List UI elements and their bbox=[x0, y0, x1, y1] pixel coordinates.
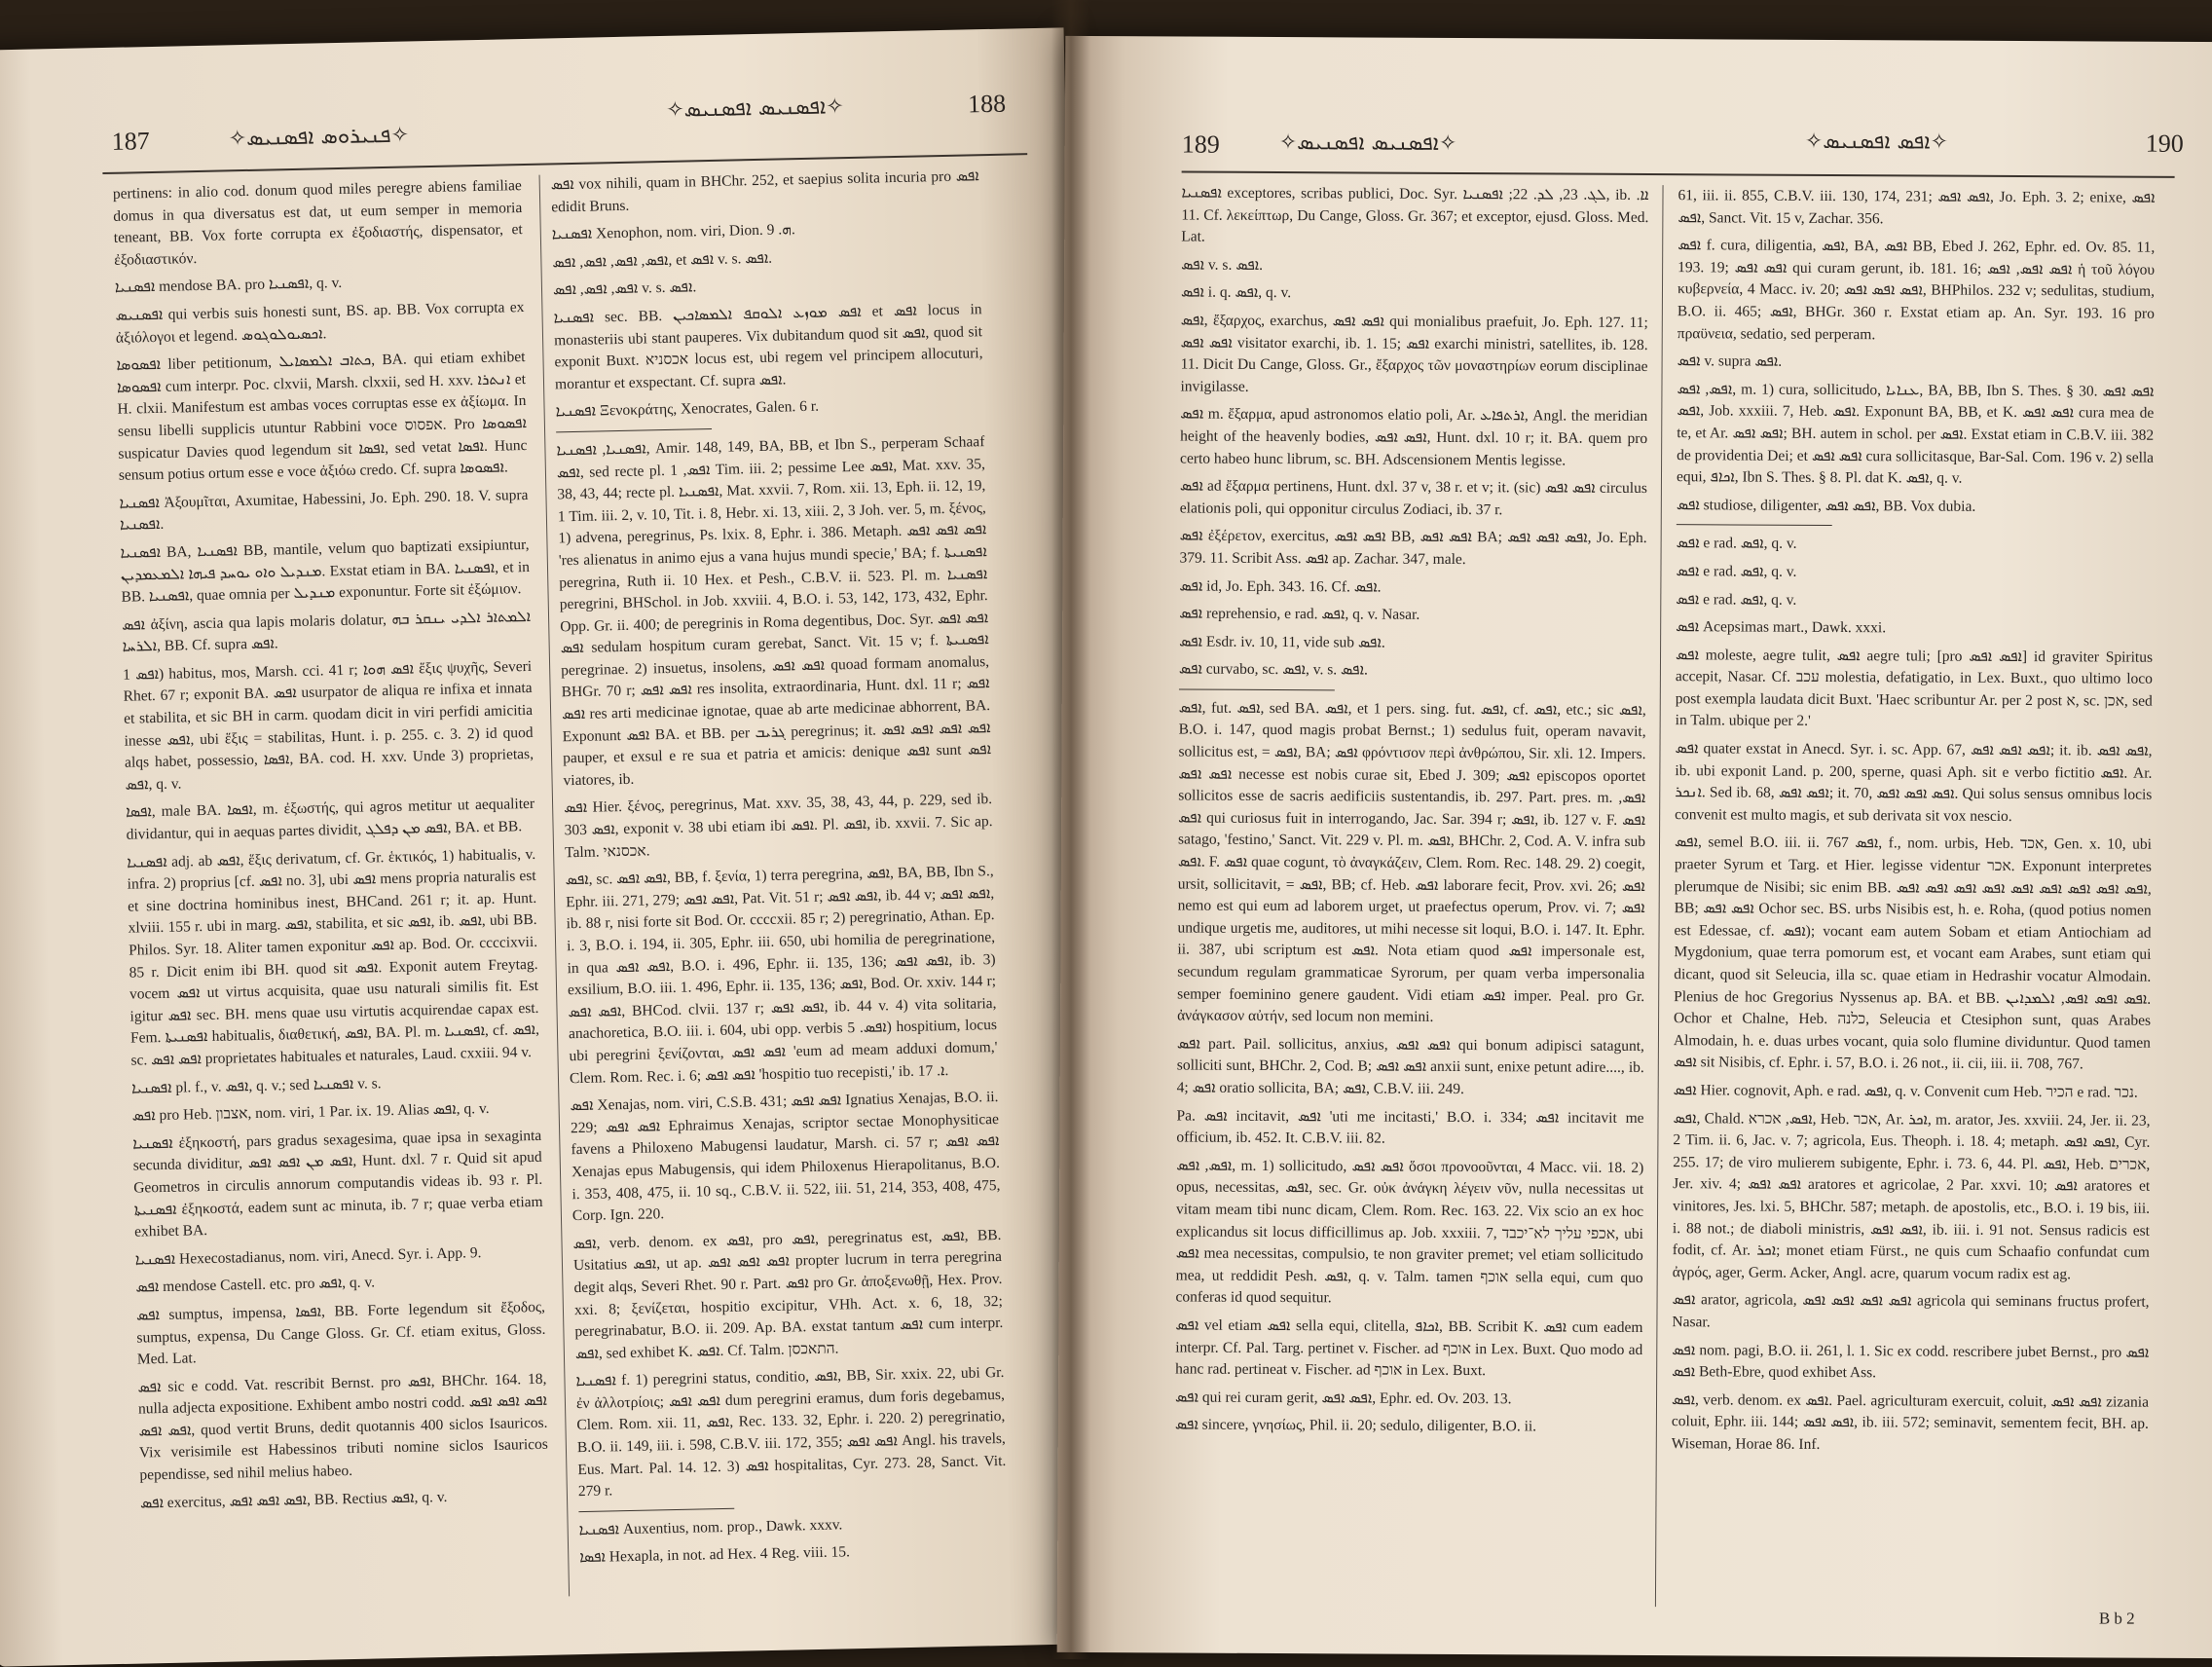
book-gutter bbox=[1051, 0, 1090, 1659]
entry: ܐܦܣܢܝܐ f. 1) peregrini status, conditio, ܐܦܣ, BB, Sir. xxix. 22, ubi Gr. ἐν ἀλλοτρίοις; ܐܦܣ ܐܦܣ dum peregrini eramus, dum foris degebamus, Clem. Rom. xii. 11, ܐܦܣ, Rec. 133. 32, Ephr. i. 220. 2) peregrinatio, B.O. ii. 149, iii. i. 598, C.B.V. iii. 172, 355; ܐܦܣ ܐܦܣ Angl. his travels, Eus. Mart. Pal. 14. 12. 3) ܐܦܣ hospitalitas, Cyr. 273. 28, Sanct. Vit. 279 r. bbox=[575, 1364, 1007, 1500]
entry: ܐܦܣ vox nihili, quam in BHChr. 252, et saepius solita incuria pro ܐܦܣ edidit Bruns. bbox=[550, 167, 979, 216]
entry: ܐܦܣ ἐξέρετον, exercitus, ܐܦܣ ܐܦܣ BB, ܐܦܣ ܐܦܣ BA; ܐܦܣ ܐܦܣ ܐܦܣ, Jo. Eph. 379. 11. Scribit Ass. ܐܦܣ ap. Zachar. 347, male. bbox=[1179, 527, 1647, 568]
entry: ܐܦܣ, verb. denom. ex ܐܦܣ, pro ܐܦܣ, peregrinatus est, ܐܦܣ, BB. Usitatius ܐܦܣ, ut ap. ܐܦܣ ܐܦܣ ܐܦܣ propter lucrum in terra peregrina degit alqs, Severi Rhet. 90 r. Part. ܐܦܣ pro Gr. ἀποξενωθῇ, Hex. Prov. xxi. 8; ξενίζεται, hospitio excipitur, VHh. Act. x. 6, 18, 32; peregrinabatur, B.O. ii. 209. Ap. BA. exstat tantum ܐܦܣ cum interpr. ܐܦܣ, sed exhibet K. ܐܦܣ. Cf. Talm. התאכסן. bbox=[572, 1226, 1004, 1362]
entry: ܐܦܣ sic e codd. Vat. rescribit Bernst. pro ܐܦܣ, BHChr. 164. 18, nulla adjecta expositione. Exhibent ambo nostri codd. ܐܦܣ ܐܦܣ ܐܦܣ ܐܦܣ ܐܦܣ, quod vertit Bruns, dedit quotannis 400 siclos Isauricos. Vix verisimile est Habessinos tributi nomine siclos Isauricos pependisse, sed nihil melius habeo. bbox=[137, 1370, 549, 1484]
entry: ܐܦܣܢܝܐ Hexecostadianus, nom. viri, Anecd. Syr. i. App. 9. bbox=[134, 1243, 482, 1269]
entry: ܐܦܣܢܝܐ mendose BA. pro ܐܦܣܢܝܐ, q. v. bbox=[114, 275, 343, 297]
entry: ܐܦܣ pro Heb. אצבון, nom. viri, 1 Par. ix. 19. Alias ܐܦܣ, q. v. bbox=[131, 1100, 490, 1125]
entry: ܐܦܣ v. supra ܐܦܣ. bbox=[1677, 352, 1783, 370]
left-column-2 bbox=[551, 166, 1010, 1606]
entry: ܐܦܣܐ Hexapla, in not. ad Hex. 4 Reg. viii. 15. bbox=[579, 1543, 851, 1567]
running-head-left-2: ✧ܐܦܣܢܝܣ ܐܦܣܢܝܣ✧ bbox=[665, 94, 844, 123]
entry: ܐܦܣ m. ἔξαρμα, apud astronomos elatio poli, Ar. ܐܪܬܦܐܥ, Angl. the meridian height of the heavenly bodies, ܐܦܣ ܐܦܣ, Hunt. dxl. 10 r; it. BA. quem pro certo habeo hunc librum, sc. BH. Adscensionem Mentis legisse. bbox=[1180, 405, 1648, 469]
signature-mark: B b 2 bbox=[2098, 1609, 2135, 1628]
entry: ܐܦܣ, ܐܦܣ, m. 1) cura, sollicitudo, ܥܢܐܝܐ, BA, BB, Ibn S. Thes. § 30. ܐܦܣ ܐܦܣ ܐܦܣ, Job. xxxiii. 7, Heb. ܐܦܣ. Exponunt BA, BB, et K. ܐܦܣ ܐܦܣ cura mea de te, et Ar. ܐܦܣ ܐܦܣ; BH. autem in schol. per ܐܦܣ. Exstat etiam in C.B.V. iii. 382 de providentia Dei; et ܐܦܣ ܐܦܣ cura sollicitasque, Bar-Sal. Com. 196 v. 2) sella equi, ܐܟܐܦ, Ibn S. Thes. § 8. Pl. dat K. ܐܦܣ, q. v. bbox=[1676, 380, 2155, 487]
entry: ܐܦܣ quater exstat in Anecd. Syr. i. sc. App. 67, ܐܦܣ ܐܦܣ ܐܦܣ; it. ib. ܐܦܣ ܐܦܣ, ib. ubi exponit Land. p. 200, sperne, quasi Aph. sit e verbo fictitio ܐܦܣ. Ar. ܐܢܟܪ. Sed ib. 68, ܐܦܣ ܐܦܣ; it. 70, ܐܦܣ ܐܦܣ ܐܦܣ. Qui solus sensus omnibus locis convenit est multo magis, et sub derivata sit vox nescio. bbox=[1675, 740, 2153, 825]
entry: ܐܦܣ Xenajas, nom. viri, C.S.B. 431; ܐܦܣ ܐܦܣ Ignatius Xenajas, B.O. ii. 229; ܐܦܣ ܐܦܣ Ephraimus Xenajas, scriptor sectae Monophysiticae favens a Philoxeno Mabugensi laudatur, Marsh. ci. 57 r; ܐܦܣ ܐܦܣ Xenajas epus Mabugensis, qui idem Philoxenus Hierapolitanus, B.O. i. 353, 408, 475, ii. 10 sq., C.B.V. ii. 522, iii. 51, 214, 353, 408, 475, Corp. Ign. 220. bbox=[570, 1089, 1001, 1225]
entry: ܐܦܣܢܝܐ BA, ܐܦܣܢܝܐ BB, mantile, velum quo baptizati exsipiuntur, ܡܢܕܝܠ ܘܐܘ ܝܘܚܕ ܦܝܗܐ ܐܠܡܥܡܕܝܢ. Exstat etiam in BA. ܐܦܣܢܝܐ, et in BB. ܐܦܣܢܝܐ, quae omnia per ܡܢܕܝܠ exponuntur. Forte sit ἐξώμιον. bbox=[120, 536, 531, 606]
entry: ܐܦܣ vel etiam ܐܦܣ sella equi, clitella, ܐܟܐܦ, BB. Scribit K. ܐܦܣ cum eadem interpr. Cf. Pal. Targ. pertinet v. Fischer. ad אוכף in Lex. Buxt. Quo modo ad hanc rad. pertineat v. Fischer. ad אוכף in Lex. Buxt. bbox=[1175, 1316, 1643, 1380]
entry: ܐܦܣ Hier. ξένος, peregrinus, Mat. xxv. 35, 38, 43, 44, p. 229, sed ib. 303 ܐܦܣ, exponit v. 38 ubi etiam ibi ܐܦܣ. Pl. ܐܦܣ, ib. xxvii. 7. Sic ap. Talm. אכסנאי. bbox=[563, 791, 993, 861]
entry: ܐܦܣܢܝܐ exceptores, scribas publici, Doc. Syr. ܠܓ. 23, ܠܕ. 22; ܐܦܣܢܝܐ, ib. ܐܐ. 11. Cf. λεκείπτωρ, Du Cange, Gloss. Gr. 367; et exceptor, ejusd. Gloss. Med. Lat. bbox=[1181, 184, 1649, 245]
section-rule bbox=[556, 428, 712, 432]
entry: ܐܦܣ v. s. ܐܦܣ. bbox=[1181, 256, 1264, 274]
page-number-189: 189 bbox=[1181, 130, 1220, 159]
entry: ܐܦܣ mendose Castell. etc. pro ܐܦܣ, q. v. bbox=[135, 1274, 376, 1296]
right-page bbox=[1057, 36, 2212, 1658]
running-head-left-1: ✧ܦܢܝܪܘܣ ܐܦܣܢܝܣ✧ bbox=[228, 123, 410, 152]
entry: 61, iii. ii. 855, C.B.V. iii. 130, 174, 231; ܐܦܣ ܐܦܣ, Jo. Eph. 3. 2; enixe, ܐܦܣ ܐܦܣ, Sanct. Vit. 15 v, Zachar. 356. bbox=[1677, 187, 2156, 227]
entry: ܐܦܣ part. Pail. sollicitus, anxius, ܐܦܣ ܐܦܣ qui bonum adipisci satagunt, solliciti sunt, BHChr. 2, Cod. B; ܐܦܣ ܐܦܣ anxii sunt, enixe petunt adire...., ib. 4; ܐܦܣ oratio sollicita, BA; ܐܦܣ, C.B.V. iii. 249. bbox=[1176, 1035, 1644, 1097]
entry: ܐܦܣ ad ἔξαρμα pertinens, Hunt. dxl. 37 v, 38 r. et v; it. (sic) ܐܦܣ ܐܦܣ circulus elationis poli, qui opponitur circulus Zodiaci, ib. 37 r. bbox=[1179, 477, 1647, 518]
entry: ܐܦܣܢܝܐ Auxentius, nom. prop., Dawk. xxxv. bbox=[578, 1516, 843, 1538]
entry: ܐܦܣ e rad. ܐܦܣ, q. v. bbox=[1676, 590, 1797, 609]
page-number-190: 190 bbox=[2145, 129, 2184, 158]
entry: ܐܦܣ arator, agricola, ܐܦܣ ܐܦܣ ܐܦܣ ܐܦܣ agricola qui seminans fructus profert, Nasar. bbox=[1672, 1291, 2150, 1331]
entry: ܐܦܣ curvabo, sc. ܐܦܣ, v. s. ܐܦܣ. bbox=[1178, 660, 1368, 679]
entry: ܐܦܣܐ, male BA. ܐܦܣܐ, m. ἐξωστής, qui agros metitur ut aequaliter dividantur, qui in aequas partes dividit, ܐܦܣ ܡܢ ܕܦܠܓ, BA. et BB. bbox=[125, 796, 535, 843]
entry: ܐܦܣܢܝܐ Ξενοκράτης, Xenocrates, Galen. 6 r. bbox=[555, 398, 820, 421]
entry: ܐܦܣ ἀξίνη, ascia qua lapis molaris dolatur, ܐܠܡܬܐܪ ܐܠܕܝ ܝܢܩܪ ܒܗ ܐܠܪܚܐ, BB. Cf. supra ܐܦܣ. bbox=[121, 608, 532, 656]
entry: ܐܦܣܢܝܐ, ܐܦܣܢܝܐ, Amir. 148, 149, BA, BB, et Ibn S., perperam Schaaf ܐܦܣ, sed recte pl. ܐܦܣ, 1 Tim. iii. 2; pessime Lee ܐܦܣ, Mat. xxv. 35, 38, 43, 44; recte pl. ܐܦܣܢܝܐ, Mat. xxvii. 7, Rom. xii. 13, Eph. ii. 12, 19, 1 Tim. iii. 2, v. 10, Tit. i. 8, Hebr. xi. 13, xiii. 2, 3 Joh. ver. 5, m. ξένος, 1) advena, peregrinus, Ps. lxix. 8, Ephr. i. 386. Metaph. ܐܦܣ ܐܦܣ ܐܦܣ 'res alienatus in animo ejus a vana hujus mundi specie,' BA; f. ܐܦܣܢܝܬܐ peregrina, Ruth ii. 10 Hex. et Pesh., C.B.V. ii. 523. Pl. m. ܐܦܣܢܝܐ peregrini, BHSchol. in Job. xxviii. 4, B.O. i. 53, 142, 173, 432, Ephr. Opp. Gr. ii. 400; de peregrinis in Roma degentibus, Doc. Syr. ܐܦܣ ܐܦܣ ܐܦܣ sedulam hospitum curam gerebat, Sanct. Vit. 15 v; f. ܐܦܣܢܝܬܐ peregrinae. 2) insuetus, insolens, ܐܦܣ ܐܦܣ quoad formam anomalus, BHGr. 70 r; ܐܦܣ ܐܦܣ res insolita, extraordinaria, Hunt. dxl. 11 r; ܐܦܣ ܐܦܣ res arti medicinae ignotae, quae ab arte medicinae abhorrent, BA. Exponunt ܐܦܣ BA. et BB. per ܓܪܝܒ peregrinus; it. ܐܦܣ ܐܦܣ ܐܦܣ ܐܦܣ pauper, et exsul e re sua et patria et amicis: denique ܐܦܣ sunt ܐܦܣ viatores, ib. bbox=[556, 433, 992, 790]
entry: ܐܦܣ, fut. ܐܦܣ, sed BA. ܐܦܣ, et 1 pers. sing. fut. ܐܦܣ, cf. ܐܦܣ, etc.; sic ܐܦܣ, B.O. i. 147, quod magis probat Bernst.; 1) sedulus fuit, operam navavit, sollicitus est, = ܐܦܣ, BA; ܐܦܣ φρόντισον περὶ ἀνθρώπου, Sir. xli. 12. Impers. ܐܦܣ ܐܦܣ necesse est nobis curae sit, Ebed J. 309; ܐܦܣ episcopos oportet sollicitos esse de sacris aedificiis sustentandis, ib. 297. Part. pres. m. ܐܦܣ, ܐܦܣ qui curiosus fuit in interrogando, Jac. Sar. 394 r; ܐܦܣ, ib. 127 v. F. ܐܦܣ satago, 'festino,' Sanct. Vit. 229 v. Pl. m. ܐܦܣ, BHChr. 2, Cod. A. V. infra sub ܐܦܣ. F. ܐܦܣ quae cogunt, τὸ ἀναγκάζειν, Clem. Rom. Rec. 148. 29. 2) coegit, ursit, sollicitavit, = ܐܦܣ, BB; cf. Heb. ܐܦܣ laborare fecit, Prov. xvi. 26; ܐܦܣ nemo est qui eum ad laborem urget, ut praefectus operum, Prov. vi. 7; ܐܦܣ undique urgetis me, auditores, ut mihi necesse sit loqui, B.O. i. 147. It. Ephr. ii. 387, ubi scriptum est ܐܦܣ. Nota etiam quod ܐܦܣ impersonale est, secundum regulam grammaticae Syrorum, per quam verba impersonalia semper foeminino genere gaudent. Vidi etiam ܐܦܣ imper. Peal. pro Gr. ἀνάγκασον αὐτήν, sed locum non memini. bbox=[1177, 699, 1646, 1026]
entry: ܐܦܣܢܝܐ Xenophon, nom. viri, Dion. ܗ. 9. bbox=[551, 221, 795, 243]
entry: ܐܦܣܢܝܣ qui verbis suis honesti sunt, BS. ap. BB. Vox corrupta ex ἀξιόλογοι et legend. ܐܟܣܝܘܠܘܓܘܣ. bbox=[115, 298, 525, 347]
section-rule bbox=[1179, 688, 1335, 690]
entry: ܐܦܣ, Chald. ܐܦܣ, אכרא, Heb. אכר, Ar. ܐܟܪ, m. arator, Jes. xxviii. 24, Jer. ii. 23, 2 Tim. ii. 6, Jac. v. 7; agricola, Eus. Theoph. i. 18. 4; metaph. ܐܦܣ ܐܦܣ, Cyr. 255. 17; de viro mulierem subigente, Ephr. i. 73. 6, 44. Pl. ܐܦܣ, Heb. אכרים, Jer. xiv. 4; ܐܦܣ ܐܦܣ aratores et agricolae, 2 Par. xxvi. 10; ܐܦܣ aratores et vinitores, Jes. lxi. 5, BHChr. 587; metaph. de apostolis, etc., B.O. i. 19 bis, iii. i. 88 not.; de diaboli ministris, ܐܦܣ ܐܦܣ, ib. iii. i. 91 not. Sensus radicis est fodit, cf. Ar. ܐܟܪ; monet etiam Fürst., ne quis cum Schaafio confundat cum ἀγρός, ager, Germ. Acker, Angl. acre, quarum vocum radix est ag. bbox=[1672, 1109, 2151, 1283]
page-number-187: 187 bbox=[111, 127, 151, 156]
entry: ܐܦܣ, ܐܦܣ, m. 1) sollicitudo, ܐܦܣ ܐܦܣ ὅσοι προνοοῦνται, 4 Macc. vii. 18. 2) opus, necessitas, ܐܦܣ, sec. Gr. οὐκ ἀνάγκη λέγειν νῦν, nulla necessitas ut vitam meam tibi nunc dicam, Clem. Rom. Rec. 163. 22. Vix scio an ex hoc explicandus sit locus difficillimus ap. Job. xxxiii. 7, אכפי עליך לא־יכבד, ubi ܐܦܣ mea necessitas, compulsio, te non graviter premet; vel etiam sollicitudo mea, ut reddidit Pesh. ܐܦܣ, q. v. Talm. tamen אוכף sella equi, cum quo conferas id quod sequitur. bbox=[1175, 1157, 1644, 1307]
entry: ܐܦܣ, sc. ܐܦܣ ܐܦܣ, BB, f. ξενία, 1) terra peregrina, ܐܦܣ, BA, BB, Ibn S., Ephr. iii. 271, 279; ܐܦܣ ܐܦܣ, Pat. Vit. 51 r; ܐܦܣ ܐܦܣ, ib. 44 v; ܐܦܣ ܐܦܣ, ib. 88 r, nisi forte sit Bod. Or. ccccxii. 85 r; 2) peregrinatio, Athan. Ep. i. 3, B.O. i. 194, ii. 305, Ephr. iii. 650, ubi homilia de peregrinatione, in qua ܐܦܣ ܐܦܣ, B.O. i. 496, Ephr. ii. 135, 136; ܐܦܣ ܐܦܣ, ib. 3) exsilium, B.O. iii. 1. 496, Ephr. ii. 135, 136; ܐܦܣ, Bod. Or. xxiv. 144 r; ܐܦܣ ܐܦܣ, BHCod. clvii. 137 r; ܐܦܣ ܐܦܣ, ib. 44 v. 4) vita solitaria, anachoretica, B.O. iii. i. 604, ubi opp. verbis ܐܦܣ. 5) hospitium, locus ubi peregrini ξενίζονται, ܐܦܣ ܐܦܣ 'eum ad meam adduxi domum,' Clem. Rom. Rec. i. 6; ܐܦܣ ܐܦܣ 'hospitio tuo recepisti,' ib. ܐ. 17. bbox=[565, 863, 998, 1087]
section-rule bbox=[1677, 524, 1832, 526]
entry: pertinens: in alio cod. donum quod miles peregre abiens familiae domus in qua diversatus est dat, ut eum semper in memoria teneant, BB. Vox forte corrupta ex ἐξοδιαστής, dispensator, et ἐξοδιαστικόν. bbox=[112, 177, 523, 269]
section-rule bbox=[578, 1508, 734, 1512]
entry: ܐܦܣ id, Jo. Eph. 343. 16. Cf. ܐܦܣ. bbox=[1179, 576, 1382, 596]
entry: ܐܦܣ Acepsimas mart., Dawk. xxxi. bbox=[1676, 618, 1887, 637]
entry: ܐܦܣ exercitus, ܐܦܣ ܐܦܣ ܐܦܣ, BB. Rectius ܐܦܣ, q. v. bbox=[139, 1488, 448, 1512]
running-head-right-1: ✧ܐܦܣܢܝܣ ܐܦܣܢܝܣ✧ bbox=[1278, 130, 1457, 156]
entry: ܐܦܣܢܝܐ adj. ab ܐܦܣ, ἕξις derivatum, cf. Gr. ἑκτικός, 1) habitualis, v. infra. 2) proprius [cf. ܐܦܣ no. 3], ubi ܐܦܣ mens propria naturalis est et sine doctrina hominibus inest, BHCand. 261 r; it. ap. Hunt. xlviii. 155 r. ubi in marg. ܐܦܣ, stabilita, et sic ܐܦܣ, ib. ܐܦܣ, ubi BB. Philos. Syr. 18. Aliter tamen exponitur ܐܦܣ ap. Bod. Or. ccccixvii. 85 r. Dicit enim ibi BH. quod sit ܐܦܣ. Exponit autem Freytag. vocem ܐܦܣ ut virtus acquisita, quae usu naturali similis fit. Est igitur ܐܦܣ sec. BH. mens quae usu virtutis acquirendae capax est. Fem. ܐܦܣܢܝܬܐ habitualis, διαθετική, ܐܦܣ, BA. Pl. m. ܐܦܣܢܝܐ, cf. ܐܦܣ, sc. ܐܦܣ ܐܦܣ proprietates habituales et naturales, Laud. cxxiii. 94 v. bbox=[127, 845, 540, 1069]
entry: ܐܦܣ nom. pagi, B.O. ii. 261, l. 1. Sic ex codd. rescribere jubet Bernst., pro ܐܦܣ ܐܦܣ Beth-Ebre, quod exhibet Ass. bbox=[1672, 1341, 2150, 1382]
right-page-header bbox=[1065, 112, 2212, 161]
entry: ܐܦܣܢܝܐ pl. f., v. ܐܦܣ, q. v.; sed ܐܦܣܢܝܐ v. s. bbox=[130, 1074, 382, 1097]
left-page-header bbox=[0, 89, 1066, 169]
left-page bbox=[0, 27, 1097, 1666]
entry: Pa. ܐܦܣ incitavit, ܐܦܣ 'uti me incitasti,' B.O. i. 334; ܐܦܣ incitavit me officium, ib. 452. It. C.B.V. iii. 82. bbox=[1176, 1107, 1644, 1147]
entry: ܐܦܣ, ἔξαρχος, exarchus, ܐܦܣ ܐܦܣ qui monialibus praefuit, Jo. Eph. 127. 11; ܐܦܣ ܐܦܣ visitator exarchi, ib. 1. 15; ܐܦܣ exarchi ministri, satellites, ib. 128. 11. Dicit Du Cange, Gloss. Gr., ἔξαρχος τῶν μοναστηρίων eorum disciplinae invigilasse. bbox=[1180, 312, 1648, 395]
entry: ܐܦܣ Hier. cognovit, Aph. e rad. ܐܦܣ, q. v. Convenit cum Heb. הכיר e rad. נכר. bbox=[1673, 1082, 2138, 1101]
right-header-rule bbox=[1182, 170, 2175, 177]
entry: ܐܦܣ 1) habitus, mos, Marsh. cci. 41 r; ܐܦܣ ܗܘܐ ἕξις ψυχῆς, Severi Rhet. 67 r; exponit BA. ܐܦܣ usurpator de aliqua re infixa et innata et stabilita, et sic BH in carm. quodam dicit in viri perfidi amicitia inesse ܐܦܣ, ubi ἕξις = stabilitas, Hunt. i. p. 255. c. 3. 2) id quod alqs habet, possessio, ܐܦܣܐ, BA. cod. H. xxv. Unde 3) proprietas, ܐܦܣ, q. v. bbox=[123, 657, 535, 794]
entry: ܐܦܣ i. q. ܐܦܣ, q. v. bbox=[1180, 283, 1292, 302]
right-column-1 bbox=[1174, 182, 1649, 1615]
entry: ܐܦܣܢܝܐ ἐξηκοστή, pars gradus sexagesima, quae ipsa in sexaginta secunda dividitur, ܐܦܣ ܡܢ ܐܦܣ ܐܦܣ, Hunt. dxl. 7 r. Quid sit apud Geometros in circulis annorum computandis videas ib. 93 r. Pl. ܐܦܣܢܝܬܐ ἐξηκοστά, eadem sunt ac minuta, ib. 7 r; quae verba etiam exhibet BA. bbox=[132, 1127, 543, 1241]
entry: ܐܦܣ e rad. ܐܦܣ, q. v. bbox=[1676, 563, 1797, 580]
entry: ܐܦܣ sincere, γνησίως, Phil. ii. 20; sedulo, diligenter, B.O. ii. bbox=[1174, 1416, 1537, 1435]
entry: ܐܦܣ studiose, diligenter, ܐܦܣ ܐܦܣ, BB. Vox dubia. bbox=[1676, 496, 1976, 515]
entry: ܐܦܣ Esdr. iv. 10, 11, vide sub ܐܦܣ. bbox=[1179, 633, 1385, 651]
entry: ܐܦܣ sumptus, impensa, ܐܦܣܐ, BB. Forte legendum sit ἔξοδος, sumptus, expensa, Du Cange Gloss. Gr. Cf. etiam exitus, Gloss. Med. Lat. bbox=[135, 1298, 546, 1368]
entry: ܐܦܣܢܝܐ sec. BB. ܐܦܣ ܡܘܙܥ ܐܠܘܩܦ ܐܠܡܣܐܟܝܢ et ܐܦܣ locus in monasteriis ubi stant pauperes. Vix dubitandum quod sit ܐܦܣ, quod sit exponit Buxt. אכסניא locus est, ubi regem vel principem allocuturi, morantur et exspectant. Cf. supra ܐܦܣ. bbox=[553, 301, 983, 393]
right-column-2 bbox=[1671, 185, 2156, 1619]
entry: ܐܦܣܢܝܐ Ἀξουμῖται, Axumitae, Habessini, Jo. Eph. 290. 18. V. supra ܐܦܣܢܝܐ. bbox=[119, 486, 529, 535]
entry: ܐܦܣ e rad. ܐܦܣ, q. v. bbox=[1676, 535, 1797, 553]
entry: ܐܦܣ, ܐܦܣ, ܐܦܣ v. s. ܐܦܣ. bbox=[552, 278, 697, 299]
entry: ܐܦܣ, verb. denom. ex ܐܦܣ. Pael. agriculturam exercuit, coluit, ܐܦܣ ܐܦܣ zizania coluit, Ephr. iii. 144; ܐܦܣ ܐܦܣ, ib. iii. 572; seminavit, sementem fecit, BH. ap. Wiseman, Horae 86. Inf. bbox=[1671, 1390, 2150, 1453]
entry: ܐܦܣ, ܐܦܣ, ܐܦܣ, ܐܦܣ, et ܐܦܣ v. s. ܐܦܣ. bbox=[552, 249, 773, 272]
entry: ܐܦܣܘܣܐ liber petitionum, ܟܬܐܒ ܐܠܡܣܐܝܠ, BA. qui etiam exhibet ܐܦܣܘܣܐ cum interpr. Poc. clxvii, Marsh. clxxii, sed H. xxv. ܐܢܬܪܐ et H. clxii. Manifestum est ambas voces corruptas esse ex ἀξίωμα. In sensu libelli supplicis utuntur Rabbini voce אפסוס. Pro ܐܦܣܘܣܐ suspicatur Davies quod legendum sit ܐܦܣܐ, sed vetat ܐܦܣܐ. Hunc sensum potius ortum esse e voce ἀξιόω credo. Cf. supra ܐܦܣܘܣܐ. bbox=[116, 349, 528, 484]
left-column-1 bbox=[113, 175, 552, 1614]
page-number-188: 188 bbox=[967, 89, 1007, 119]
entry: ܐܦܣ reprehensio, e rad. ܐܦܣ, q. v. Nasar. bbox=[1179, 605, 1420, 623]
running-head-right-2: ✧ܐܦܣ ܐܦܣܢܝܣ✧ bbox=[1804, 129, 1949, 155]
entry: ܐܦܣ moleste, aegre tulit, ܐܦܣ aegre tuli; [pro ܐܦܣ ܐܦܣ] id graviter Spiritus accepit, Nasar. Cf. עכב molestia, defatigatio, in Lex. Buxt., quo ultimo loco post exempla laudata dicit Buxt. 'Haec scribuntur Ar. per 2 post א, sc. אכן, sed in Talm. ubique per 2.' bbox=[1675, 646, 2154, 730]
entry: ܐܦܣ f. cura, diligentia, ܐܦܣ, BA, ܐܦܣ BB, Ebed J. 262, Ephr. ed. Ov. 85. 11, 193. 19; ܐܦܣ ܐܦܣ qui curam gerunt, ib. 181. 16; ܐܦܣ ܐܦܣ, ܐܦܣ ἡ τοῦ λόγου κυβερνεία, 4 Macc. iv. 20; ܐܦܣ ܐܦܣ ܐܦܣ, BHPhilos. 232 v; sedulitas, studium, B.O. ii. 465; ܐܦܣ, BHGr. 360 r. Exstat etiam ap. An. Syr. 193. 16 pro πραϋνεια, sedatio, sed perperam. bbox=[1677, 237, 2156, 343]
entry: ܐܦܣ qui rei curam gerit, ܐܦܣ ܐܦܣ, Ephr. ed. Ov. 203. 13. bbox=[1174, 1389, 1512, 1407]
entry: ܐܦܣ, semel B.O. iii. ii. 767 ܐܦܣ, f., nom. urbis, Heb. אכד, Gen. x. 10, ubi praeter Syrum et Targ. et Hier. legisse videntur אכר. Exponunt interpretes plerumque de Nisibi; sic enim BB. ܐܦܣ ܐܦܣ ܐܦܣ ܐܦܣ ܐܦܣ ܐܦܣ ܐܦܣ ܐܦܣ ܐܦܣ, BB; ܐܦܣ ܐܦܣ Ochor sec. BS. urbs Nisibis est, h. e. Roha, (quod potius nomen est Edessae, cf. ܐܦܣ); vocant eam autem Sobam et etiam Antiochiam ad Mygdonium, quae terra pomorum est, et vocant eam Arabes, sunt etiam qui dicant, quod sit Seleucia, illa sc. quae etiam in Hedrashir vocatur Almodain. Plenius de hoc Gregorius Nyssenus ap. BA. et BB. ܐܦܣ ܐܦܣ ܐܦܣ, ܐܠܡܕܐܝܢ. Ochor et Chalne, Heb. כלנה, Seleucia et Ctesiphon sunt, quas Arabes Almodain, h. e. duas urbes vocant, quia solo flumine dividuntur. Quod tamen ܐܦܣ sit Nisibis, cf. Ephr. i. 57, B.O. i. 26 not., ii. cii, iii. ii. 708, 767. bbox=[1673, 834, 2153, 1073]
right-column-divider bbox=[1655, 185, 1664, 1607]
